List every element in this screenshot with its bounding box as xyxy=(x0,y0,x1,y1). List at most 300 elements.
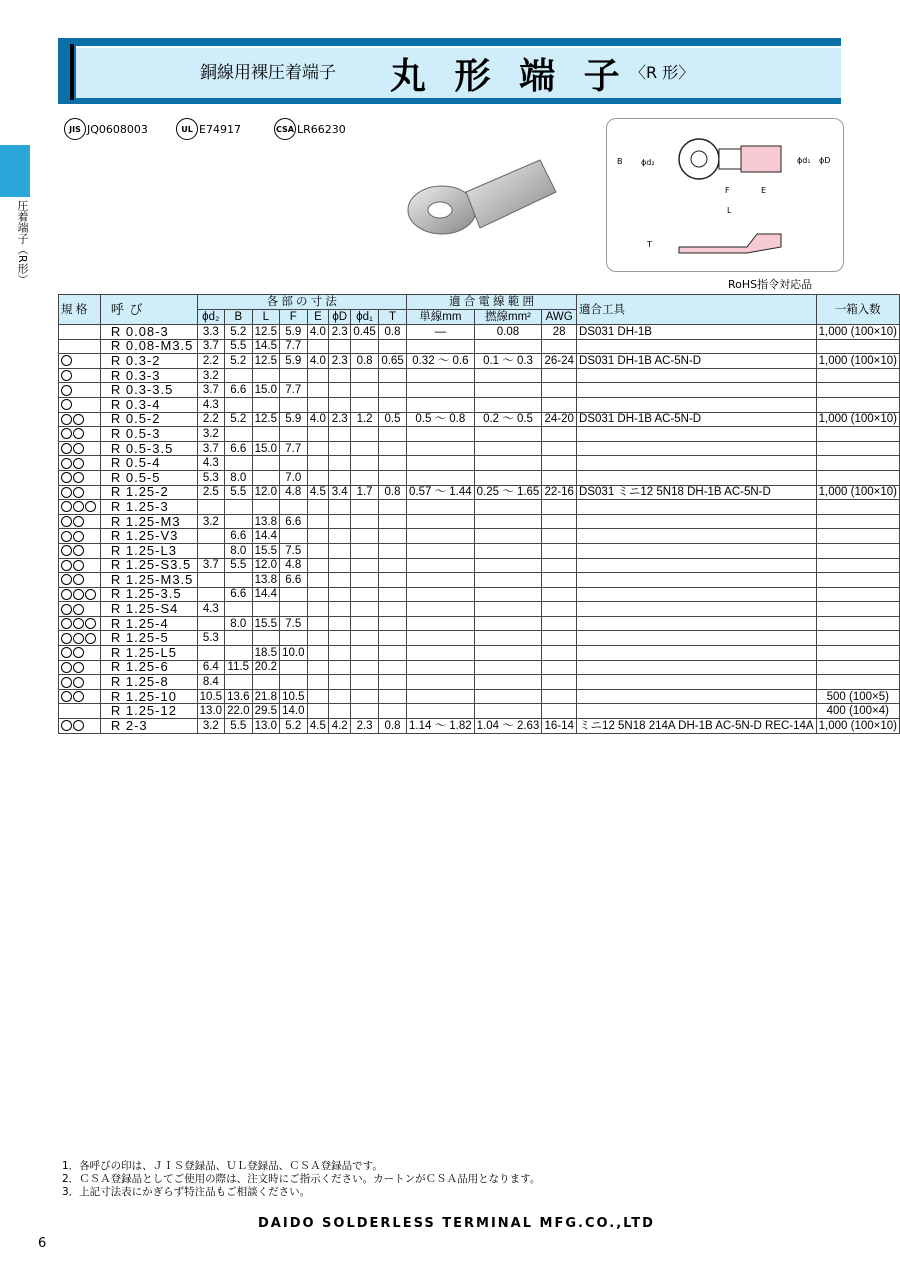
page-title: 丸 形 端 子 xyxy=(390,56,628,97)
jis-mark-icon xyxy=(61,501,72,512)
table-cell xyxy=(379,383,407,398)
table-cell: 1,000 (100×10) xyxy=(816,412,899,427)
table-row xyxy=(59,602,900,617)
table-cell xyxy=(542,543,577,558)
table-cell: 2.2 xyxy=(197,354,224,369)
table-row xyxy=(59,456,900,471)
table-cell xyxy=(474,427,542,442)
table-cell: 22.0 xyxy=(225,704,252,719)
table-cell xyxy=(379,543,407,558)
table-cell xyxy=(407,602,475,617)
table-cell xyxy=(542,441,577,456)
cell-marks xyxy=(59,573,101,588)
table-cell: 10.5 xyxy=(280,689,307,704)
table-cell xyxy=(407,529,475,544)
table-cell xyxy=(474,558,542,573)
table-cell xyxy=(379,631,407,646)
table-cell: 500 (100×5) xyxy=(816,689,899,704)
dim-label-f: F xyxy=(725,186,730,195)
ul-mark-icon xyxy=(61,662,72,673)
table-cell xyxy=(474,441,542,456)
table-cell xyxy=(307,573,329,588)
csa-mark-icon xyxy=(85,501,96,512)
table-cell xyxy=(307,441,329,456)
table-cell xyxy=(816,514,899,529)
cell-marks xyxy=(59,675,101,690)
table-cell: 1,000 (100×10) xyxy=(816,719,899,734)
cell-marks xyxy=(59,631,101,646)
dim-label-b: B xyxy=(617,157,623,166)
table-cell: 18.5 xyxy=(252,646,279,661)
table-cell xyxy=(351,441,379,456)
csa-mark-icon xyxy=(73,647,84,658)
table-cell xyxy=(329,558,351,573)
table-cell: 1.14 〜 1.82 xyxy=(407,719,475,734)
table-cell xyxy=(329,500,351,515)
table-cell xyxy=(407,573,475,588)
table-cell: 8.0 xyxy=(225,470,252,485)
table-cell xyxy=(197,573,224,588)
table-cell: R 0.5-3.5 xyxy=(100,441,197,456)
table-cell xyxy=(307,383,329,398)
table-cell xyxy=(474,616,542,631)
table-cell xyxy=(816,631,899,646)
table-cell: 8.0 xyxy=(225,543,252,558)
ul-mark-icon xyxy=(73,618,84,629)
table-cell xyxy=(577,339,817,354)
table-cell: 2.5 xyxy=(197,485,224,500)
table-cell: 14.4 xyxy=(252,587,279,602)
table-cell xyxy=(307,646,329,661)
table-cell xyxy=(351,427,379,442)
cell-marks xyxy=(59,646,101,661)
ul-mark-icon xyxy=(61,385,72,396)
table-row xyxy=(59,646,900,661)
table-cell xyxy=(474,368,542,383)
cell-marks xyxy=(59,602,101,617)
table-cell xyxy=(542,573,577,588)
table-cell xyxy=(407,383,475,398)
dim-label-t: T xyxy=(647,240,652,249)
table-cell xyxy=(474,500,542,515)
table-cell xyxy=(307,704,329,719)
table-cell xyxy=(379,675,407,690)
terminal-photo xyxy=(400,140,570,250)
csa-mark-icon xyxy=(85,589,96,600)
table-cell xyxy=(474,514,542,529)
table-cell xyxy=(816,602,899,617)
table-cell xyxy=(577,500,817,515)
table-cell xyxy=(407,646,475,661)
table-cell xyxy=(577,441,817,456)
table-cell xyxy=(379,514,407,529)
table-cell xyxy=(542,660,577,675)
col-bigd: ϕD xyxy=(329,310,351,325)
dim-label-d1: ϕd₁ xyxy=(797,156,811,165)
csa-mark-icon xyxy=(73,720,84,731)
table-cell: 1,000 (100×10) xyxy=(816,485,899,500)
table-cell: R 1.25-8 xyxy=(100,675,197,690)
table-cell xyxy=(474,573,542,588)
jis-logo-icon: JIS xyxy=(64,118,86,140)
table-cell: 2.3 xyxy=(329,325,351,340)
table-cell: R 0.3-2 xyxy=(100,354,197,369)
table-cell xyxy=(307,689,329,704)
col-l: L xyxy=(252,310,279,325)
cell-marks xyxy=(59,616,101,631)
table-cell: 0.8 xyxy=(379,325,407,340)
table-cell xyxy=(816,383,899,398)
csa-mark-icon xyxy=(73,414,84,425)
table-cell xyxy=(542,383,577,398)
table-cell xyxy=(577,397,817,412)
table-cell xyxy=(474,631,542,646)
table-cell xyxy=(379,587,407,602)
table-cell: 15.0 xyxy=(252,383,279,398)
table-cell xyxy=(307,602,329,617)
jis-mark-icon xyxy=(61,589,72,600)
table-cell xyxy=(329,631,351,646)
table-cell xyxy=(329,529,351,544)
table-cell: 3.2 xyxy=(197,427,224,442)
table-cell xyxy=(329,602,351,617)
table-cell xyxy=(816,500,899,515)
table-cell xyxy=(329,456,351,471)
table-cell: 4.3 xyxy=(197,456,224,471)
table-cell xyxy=(407,456,475,471)
table-cell: R 0.08-3 xyxy=(100,325,197,340)
col-tool: 適合工具 xyxy=(577,295,817,325)
table-cell: 29.5 xyxy=(252,704,279,719)
ul-mark-icon xyxy=(73,501,84,512)
table-cell xyxy=(379,368,407,383)
table-cell: 5.9 xyxy=(280,412,307,427)
table-cell xyxy=(225,602,252,617)
table-cell: 0.5 〜 0.8 xyxy=(407,412,475,427)
table-cell xyxy=(252,675,279,690)
table-cell xyxy=(379,646,407,661)
table-row xyxy=(59,689,900,704)
table-cell xyxy=(329,514,351,529)
table-cell xyxy=(252,456,279,471)
table-cell xyxy=(474,339,542,354)
table-cell: 5.9 xyxy=(280,325,307,340)
table-cell: 13.8 xyxy=(252,573,279,588)
table-cell: 5.2 xyxy=(225,412,252,427)
table-cell xyxy=(542,689,577,704)
table-cell: 2.3 xyxy=(329,354,351,369)
ul-mark-icon xyxy=(61,355,72,366)
ul-mark-icon xyxy=(61,472,72,483)
table-cell: 5.3 xyxy=(197,631,224,646)
table-cell xyxy=(577,383,817,398)
table-cell xyxy=(816,456,899,471)
table-cell: 12.5 xyxy=(252,354,279,369)
table-cell xyxy=(252,602,279,617)
table-cell xyxy=(307,397,329,412)
csa-mark-icon xyxy=(73,443,84,454)
table-cell xyxy=(407,558,475,573)
table-cell xyxy=(407,368,475,383)
table-cell: 6.4 xyxy=(197,660,224,675)
table-row xyxy=(59,427,900,442)
table-cell xyxy=(577,704,817,719)
table-cell: 28 xyxy=(542,325,577,340)
cell-marks xyxy=(59,485,101,500)
table-cell: 13.8 xyxy=(252,514,279,529)
table-cell: DS031 ミニ12 5N18 DH-1B AC-5N-D xyxy=(577,485,817,500)
table-cell: 7.5 xyxy=(280,616,307,631)
table-cell: 3.2 xyxy=(197,368,224,383)
table-cell: R 1.25-S3.5 xyxy=(100,558,197,573)
table-cell xyxy=(816,587,899,602)
table-cell xyxy=(474,543,542,558)
cell-marks xyxy=(59,325,101,340)
csa-mark-icon xyxy=(85,633,96,644)
table-cell xyxy=(542,456,577,471)
table-cell: 3.2 xyxy=(197,719,224,734)
table-cell xyxy=(542,616,577,631)
table-cell: R 0.5-5 xyxy=(100,470,197,485)
table-cell xyxy=(329,616,351,631)
table-cell: 15.5 xyxy=(252,543,279,558)
table-row xyxy=(59,719,900,734)
table-cell xyxy=(351,500,379,515)
table-cell xyxy=(329,660,351,675)
table-cell: 16-14 xyxy=(542,719,577,734)
table-cell xyxy=(816,397,899,412)
table-cell: DS031 DH-1B AC-5N-D xyxy=(577,354,817,369)
table-cell xyxy=(351,689,379,704)
table-cell xyxy=(407,441,475,456)
cell-marks xyxy=(59,529,101,544)
table-cell xyxy=(351,456,379,471)
cell-marks xyxy=(59,704,101,719)
table-cell xyxy=(307,587,329,602)
note-3: 3．上記寸法表にかぎらず特注品もご相談ください。 xyxy=(62,1186,311,1198)
csa-mark-icon xyxy=(73,574,84,585)
table-cell xyxy=(307,543,329,558)
csa-mark-icon xyxy=(73,458,84,469)
table-cell xyxy=(407,500,475,515)
table-cell xyxy=(816,558,899,573)
table-cell: R 0.3-4 xyxy=(100,397,197,412)
table-cell xyxy=(542,339,577,354)
table-cell: 7.7 xyxy=(280,441,307,456)
table-cell: R 1.25-V3 xyxy=(100,529,197,544)
page-number: 6 xyxy=(38,1236,47,1251)
table-cell xyxy=(280,427,307,442)
table-cell xyxy=(307,500,329,515)
table-cell xyxy=(351,383,379,398)
table-cell xyxy=(379,470,407,485)
table-row xyxy=(59,514,900,529)
table-cell xyxy=(816,529,899,544)
table-cell xyxy=(351,397,379,412)
table-cell: 8.0 xyxy=(225,616,252,631)
table-cell xyxy=(197,529,224,544)
table-cell: 0.32 〜 0.6 xyxy=(407,354,475,369)
table-cell: 0.8 xyxy=(351,354,379,369)
table-cell xyxy=(407,397,475,412)
table-cell: R 0.5-2 xyxy=(100,412,197,427)
table-cell: 4.5 xyxy=(307,485,329,500)
table-cell xyxy=(351,675,379,690)
ul-mark-icon xyxy=(61,720,72,731)
ul-mark-icon xyxy=(61,604,72,615)
cert-jis: JIS JQ0608003 xyxy=(64,116,148,142)
table-cell: 1.2 xyxy=(351,412,379,427)
table-cell xyxy=(329,339,351,354)
table-cell xyxy=(225,675,252,690)
table-cell: 12.0 xyxy=(252,558,279,573)
table-cell xyxy=(407,631,475,646)
table-cell: 26-24 xyxy=(542,354,577,369)
table-cell: 1.04 〜 2.63 xyxy=(474,719,542,734)
table-cell xyxy=(351,631,379,646)
table-cell xyxy=(542,675,577,690)
table-cell xyxy=(351,529,379,544)
banner-type: 〈R 形〉 xyxy=(630,63,695,82)
col-e: E xyxy=(307,310,329,325)
table-cell: 13.6 xyxy=(225,689,252,704)
table-cell xyxy=(252,427,279,442)
banner-accent xyxy=(70,44,74,100)
table-cell: 0.1 〜 0.3 xyxy=(474,354,542,369)
cell-marks xyxy=(59,719,101,734)
dim-label-l: L xyxy=(727,206,732,215)
dim-label-bigd: ϕD xyxy=(819,156,831,165)
table-cell: 4.0 xyxy=(307,412,329,427)
table-cell: 6.6 xyxy=(280,514,307,529)
cell-marks xyxy=(59,500,101,515)
table-cell xyxy=(351,573,379,588)
table-cell: 7.7 xyxy=(280,383,307,398)
cert-csa: CSA LR66230 xyxy=(274,116,346,142)
table-row xyxy=(59,616,900,631)
ul-mark-icon xyxy=(61,574,72,585)
ul-mark-icon xyxy=(61,414,72,425)
table-cell: 10.5 xyxy=(197,689,224,704)
jis-mark-icon xyxy=(61,618,72,629)
table-cell xyxy=(474,704,542,719)
table-cell xyxy=(577,631,817,646)
table-cell xyxy=(542,558,577,573)
table-cell xyxy=(407,616,475,631)
ul-mark-icon xyxy=(61,560,72,571)
table-cell: 0.8 xyxy=(379,485,407,500)
table-cell xyxy=(307,470,329,485)
table-cell xyxy=(407,427,475,442)
table-cell xyxy=(816,339,899,354)
cell-marks xyxy=(59,660,101,675)
table-cell xyxy=(379,500,407,515)
table-cell: R 1.25-L5 xyxy=(100,646,197,661)
table-cell xyxy=(307,368,329,383)
rohs-note: RoHS指令対応品 xyxy=(728,278,813,291)
table-cell xyxy=(542,704,577,719)
table-row xyxy=(59,660,900,675)
table-cell xyxy=(379,689,407,704)
table-cell xyxy=(197,646,224,661)
table-cell xyxy=(379,616,407,631)
table-cell: 400 (100×4) xyxy=(816,704,899,719)
table-cell: 0.5 xyxy=(379,412,407,427)
table-cell: R 1.25-M3 xyxy=(100,514,197,529)
table-cell: 3.7 xyxy=(197,558,224,573)
cell-marks xyxy=(59,412,101,427)
table-cell xyxy=(280,631,307,646)
table-cell: 6.6 xyxy=(225,529,252,544)
ul-mark-icon xyxy=(61,443,72,454)
table-cell: 8.4 xyxy=(197,675,224,690)
table-cell xyxy=(577,470,817,485)
table-cell: 6.6 xyxy=(225,441,252,456)
table-cell xyxy=(577,602,817,617)
table-cell xyxy=(542,529,577,544)
table-cell xyxy=(329,689,351,704)
table-cell: 4.5 xyxy=(307,719,329,734)
table-row xyxy=(59,558,900,573)
note-1: 1．各呼びの印は、ＪＩＳ登録品、ＵＬ登録品、ＣＳＡ登録品です。 xyxy=(62,1160,383,1172)
table-cell xyxy=(351,514,379,529)
table-cell: 3.7 xyxy=(197,339,224,354)
table-cell xyxy=(351,470,379,485)
csa-logo-icon: CSA xyxy=(274,118,296,140)
cell-marks xyxy=(59,354,101,369)
table-cell: 7.7 xyxy=(280,339,307,354)
table-cell xyxy=(197,500,224,515)
table-row xyxy=(59,368,900,383)
table-cell: R 0.3-3.5 xyxy=(100,383,197,398)
note-2: 2．ＣＳＡ登録品としてご使用の際は、注文時にご指示ください。カートンがＣＳＡ品用となります。 xyxy=(62,1173,541,1185)
table-row xyxy=(59,412,900,427)
table-cell: DS031 DH-1B xyxy=(577,325,817,340)
table-cell: 6.6 xyxy=(225,383,252,398)
table-cell: 15.5 xyxy=(252,616,279,631)
notes xyxy=(62,1160,540,1199)
table-cell xyxy=(329,470,351,485)
table-cell xyxy=(474,529,542,544)
table-cell xyxy=(280,660,307,675)
table-cell xyxy=(307,558,329,573)
table-row xyxy=(59,529,900,544)
table-cell xyxy=(379,602,407,617)
table-cell xyxy=(379,456,407,471)
csa-mark-icon xyxy=(73,677,84,688)
table-cell xyxy=(252,397,279,412)
table-cell: 4.8 xyxy=(280,485,307,500)
csa-mark-icon xyxy=(73,545,84,556)
col-spec: 規 格 xyxy=(59,295,101,325)
table-cell: 4.2 xyxy=(329,719,351,734)
csa-mark-icon xyxy=(73,472,84,483)
table-cell xyxy=(225,397,252,412)
table-cell: 5.5 xyxy=(225,558,252,573)
dimension-diagram xyxy=(606,118,844,272)
table-cell xyxy=(577,558,817,573)
col-call: 呼 び xyxy=(100,295,197,325)
table-cell xyxy=(197,616,224,631)
table-cell: 5.3 xyxy=(197,470,224,485)
table-cell xyxy=(816,675,899,690)
table-cell xyxy=(329,675,351,690)
table-cell xyxy=(329,427,351,442)
cert-ul: UL E74917 xyxy=(176,116,241,142)
table-cell: R 1.25-M3.5 xyxy=(100,573,197,588)
table-cell xyxy=(197,587,224,602)
table-cell: 12.5 xyxy=(252,325,279,340)
